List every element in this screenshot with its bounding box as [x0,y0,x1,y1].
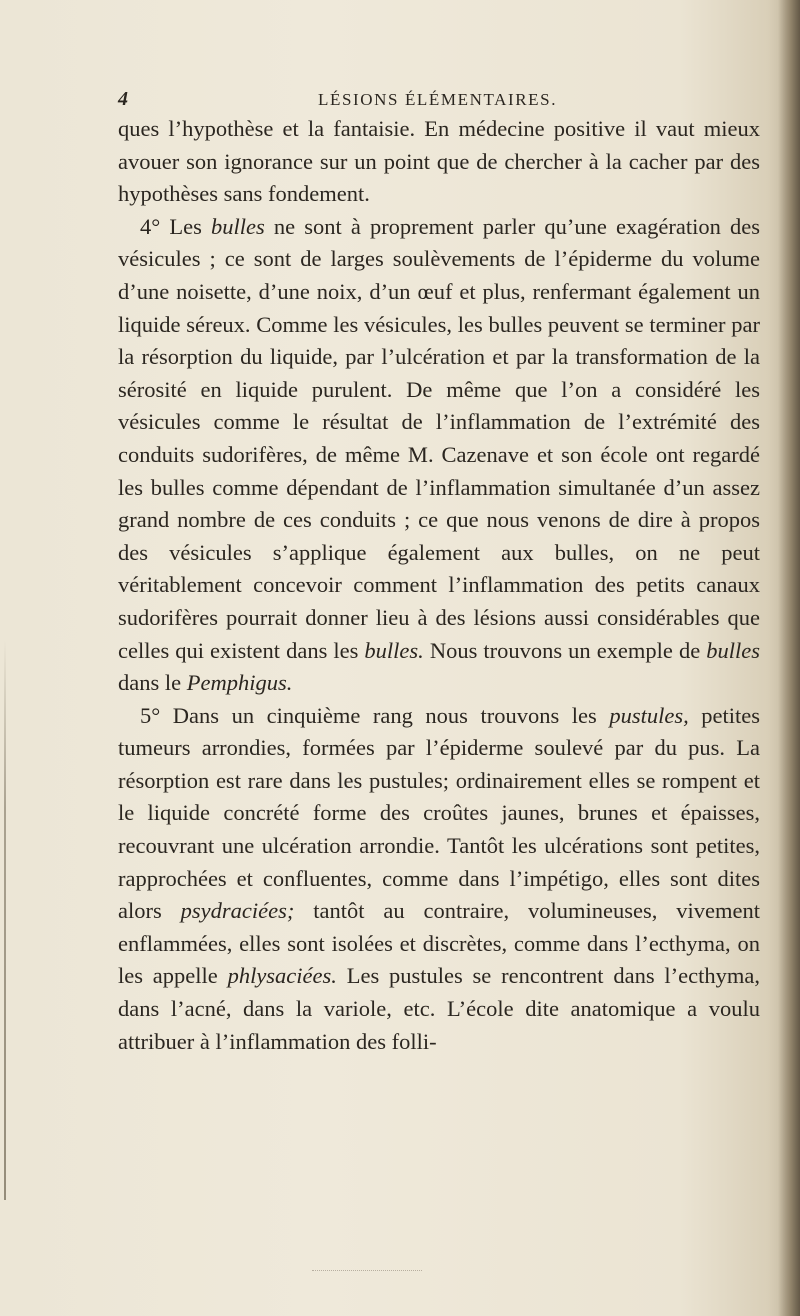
text-run: 4° Les [140,213,211,239]
body-text [118,113,760,1058]
text-run: ques l’hypothèse et la fantaisie. En médecine positive il vaut mieux avouer son ignorance sur un point que de chercher à la cacher par des hypothèses sans fondement. [118,116,760,207]
text-run: dans le [118,670,187,696]
italic-term: bulles [210,213,265,239]
paragraph-pustules [118,700,760,1059]
running-title: LÉSIONS ÉLÉMENTAIRES. [318,90,558,109]
italic-term: phlysaciées. [227,963,337,989]
italic-term: psydraciées; [180,898,295,924]
page-edge-line [4,640,6,1200]
text-run: petites tumeurs arrondies, formées par l’épiderme soulevé par du pus. La résorption est rare dans les pustules; ordinairement elles se rompent et le liquide concrété forme des croûtes jaunes, brunes et épaisses, recouvrant une ulcération arrondie. Tantôt les ulcérations sont petites, rapprochées et confluentes, comme dans l’impétigo, elles sont dites alors [118,702,761,924]
italic-term: bulles. [364,637,424,663]
text-run: 5° Dans un cinquième rang nous trouvons les [140,702,610,728]
text-run: ne sont à proprement parler qu’une exagération des vésicules ; ce sont de larges soulèvements de l’épiderme du volume d’une noisette, d’une noix, d’un œuf et plus, renfermant également un liquide séreux. Comme les vésicules, les bulles peuvent se terminer par la résorption du liquide, par l’ulcération et par la transformation de la sérosité en liquide purulent. De même que l’on a considéré les vésicules comme le résultat de l’inflammation de l’extrémité des conduits sudorifères, de même M. Cazenave et son école ont regardé les bulles comme dépendant de l’inflammation simultanée d’un assez grand nombre de ces conduits ; ce que nous venons de dire à propos des vésicules s’applique également aux bulles, on ne peut véritablement concevoir comment l’inflammation des petits canaux sudorifères pourrait donner lieu à des lésions aussi considérables que celles qui existent dans les [118,213,760,663]
text-run: tantôt au contraire, volumineuses, vivement enflammées, elles sont isolées et discrètes, comme dans l’ecthyma, on les appelle [118,898,760,989]
italic-term: Pemphigus. [186,670,293,696]
text-run: Les pustules se rencontrent dans l’ecthyma, dans l’acné, dans la variole, etc. L’école dite anatomique a voulu attribuer à l’inflammation des folli- [118,963,760,1054]
italic-term: bulles [706,637,760,663]
paragraph-bulles [118,211,760,700]
paragraph-continuation [118,113,760,211]
page-header [118,88,758,112]
page-number: 4 [118,88,128,110]
print-artifact [312,1270,422,1273]
italic-term: pustules, [609,702,689,728]
text-run: Nous trouvons un exemple de [423,637,707,663]
page-edge-shadow [778,0,800,1316]
